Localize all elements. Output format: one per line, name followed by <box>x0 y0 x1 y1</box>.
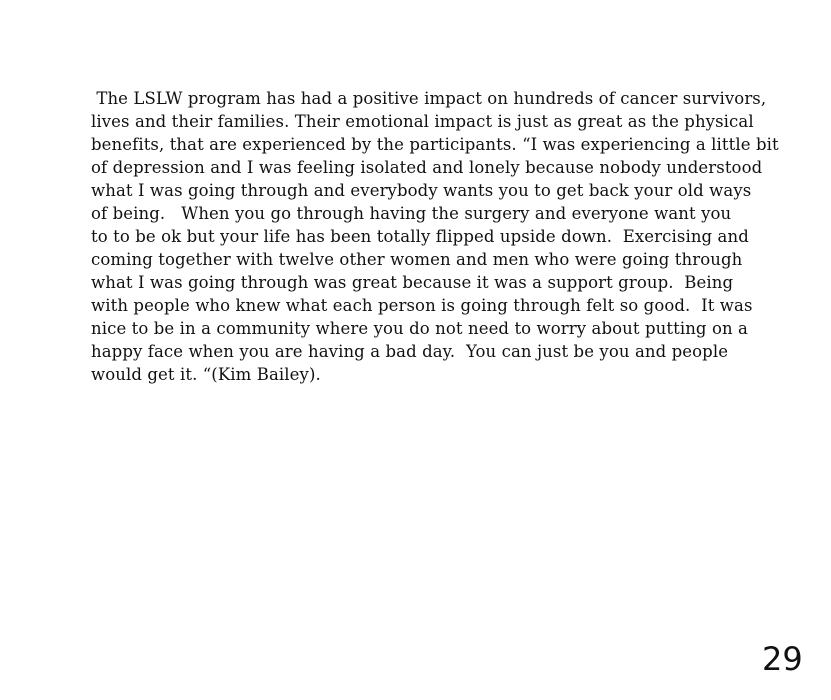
paragraph-line: coming together with twelve other women and men who were going through <box>91 250 743 269</box>
body-paragraph <box>91 87 811 386</box>
paragraph-line: nice to be in a community where you do not need to worry about putting on a <box>91 319 748 338</box>
paragraph-line: what I was going through was great because it was a support group. Being <box>91 273 734 292</box>
paragraph-line: to to be ok but your life has been totally flipped upside down. Exercising and <box>91 227 749 246</box>
paragraph-line: happy face when you are having a bad day. You can just be you and people <box>91 342 729 361</box>
paragraph-line: of depression and I was feeling isolated and lonely because nobody understood <box>91 158 763 177</box>
paragraph-line: of being. When you go through having the surgery and everyone want you <box>91 204 732 223</box>
paragraph-line: would get it. “(Kim Bailey). <box>91 365 321 384</box>
paragraph-line: lives and their families. Their emotional impact is just as great as the physical <box>91 112 754 131</box>
paragraph-line: what I was going through and everybody wants you to get back your old ways <box>91 181 752 200</box>
paragraph-line: The LSLW program has had a positive impact on hundreds of cancer survivors, <box>91 89 767 108</box>
paragraph-line: benefits, that are experienced by the participants. “I was experiencing a little bit <box>91 135 779 154</box>
page-number: 29 <box>762 640 803 678</box>
paragraph-line: with people who knew what each person is going through felt so good. It was <box>91 296 753 315</box>
